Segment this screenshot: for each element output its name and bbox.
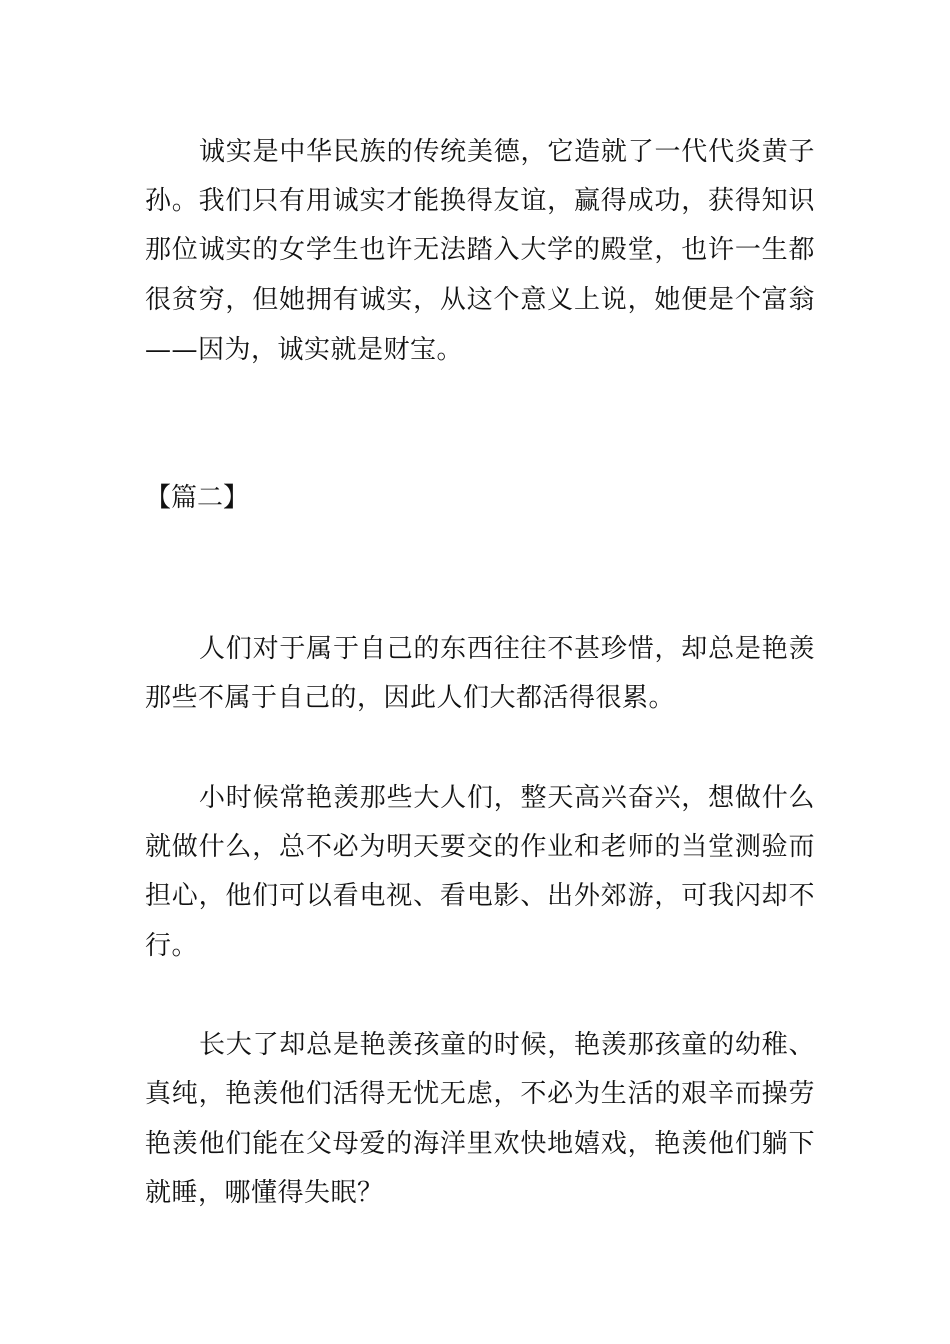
paragraph-line: 孙。我们只有用诚实才能换得友谊，赢得成功，获得知识	[145, 186, 815, 216]
paragraph-line: 那位诚实的女学生也许无法踏入大学的殿堂，也许一生都	[145, 235, 815, 265]
paragraph-line: 就做什么，总不必为明天要交的作业和老师的当堂测验而	[145, 832, 815, 862]
paragraph-line: 真纯，艳羡他们活得无忧无虑，不必为生活的艰辛而操劳	[145, 1079, 815, 1109]
paragraph-line: 诚实是中华民族的传统美德，它造就了一代代炎黄子	[199, 137, 815, 167]
paragraph-line: ——因为，诚实就是财宝。	[145, 335, 464, 365]
section-heading: 【篇二】	[145, 483, 250, 513]
paragraph-line: 小时候常艳羡那些大人们，整天高兴奋兴，想做什么	[199, 783, 815, 813]
paragraph-line: 那些不属于自己的，因此人们大都活得很累。	[145, 683, 676, 713]
paragraph-line: 担心，他们可以看电视、看电影、出外郊游，可我闪却不	[145, 881, 815, 911]
paragraph-line: 长大了却总是艳羡孩童的时候，艳羡那孩童的幼稚、	[199, 1030, 815, 1060]
paragraph-line: 很贫穷，但她拥有诚实，从这个意义上说，她便是个富翁	[145, 285, 815, 315]
paragraph-line: 艳羡他们能在父母爱的海洋里欢快地嬉戏，艳羡他们躺下	[145, 1129, 815, 1159]
paragraph-line: 就睡，哪懂得失眠？	[145, 1178, 384, 1208]
paragraph-line: 人们对于属于自己的东西往往不甚珍惜，却总是艳羡	[199, 634, 815, 664]
paragraph-line: 行。	[145, 931, 199, 961]
